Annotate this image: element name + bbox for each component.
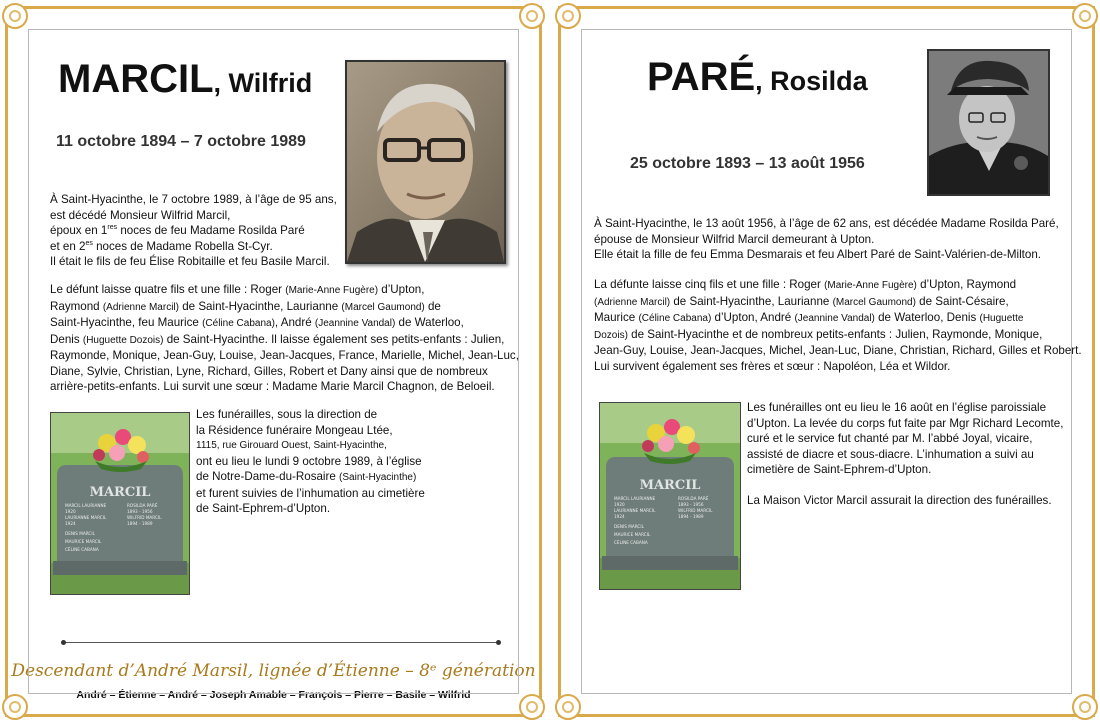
family-line: [50, 332, 530, 349]
family-line: [50, 299, 530, 316]
portrait-photo: [927, 49, 1050, 196]
inscription: MARCIL LAURIANNE: [65, 503, 107, 508]
inscription: ROSILDA PARÉ: [678, 496, 709, 501]
family-fragment: de Saint-Hyacinthe et de nombreux petits-enfants : Julien, Raymonde, Monique,: [627, 327, 1043, 341]
funeral-line: [196, 469, 526, 486]
family-fragment: de Saint-Hyacinthe, Laurianne: [670, 294, 833, 308]
funeral-line: ont eu lieu le lundi 9 octobre 1989, à l’église: [196, 454, 422, 468]
family-fragment: Raymond: [50, 299, 103, 313]
family-line: [594, 310, 1084, 327]
family-fragment: , André: [274, 316, 315, 329]
spouse-name: (Huguette Dozois): [82, 334, 164, 346]
inscription: WILFRID MARCIL: [127, 515, 162, 520]
inscription: WILFRID MARCIL: [678, 508, 713, 513]
inscription: 1924: [65, 521, 76, 526]
family-line: [594, 277, 1084, 294]
headstone-icon: [51, 413, 189, 594]
given-name: , Wilfrid: [213, 68, 313, 98]
bio-fragment: et en 2: [50, 239, 86, 253]
spouse-name: (Céline Cabana): [638, 313, 712, 324]
biography-text: [50, 192, 350, 270]
funeral-line: d’Upton. La levée du corps fut faite par Mgr Richard Lecomte,: [747, 416, 1064, 430]
bio-fragment: noces de Madame Robella St-Cyr.: [92, 239, 273, 253]
funeral-fragment: de Notre-Dame-du-Rosaire: [196, 470, 340, 483]
family-fragment: de Saint-Hyacinthe, Laurianne: [178, 299, 342, 313]
inscription: 1894 - 1989: [678, 514, 704, 519]
funeral-line: la Résidence funéraire Mongeau Ltée,: [196, 423, 393, 437]
spouse-name: (Marcel Gaumond): [341, 301, 425, 313]
funeral-line: et furent suivies de l’inhumation au cimetière: [196, 486, 425, 500]
inscription: 1924: [614, 514, 625, 519]
life-dates: 11 octobre 1894 – 7 octobre 1989: [56, 133, 306, 150]
family-line: [50, 282, 530, 299]
spouse-name: (Marie-Anne Fugère): [824, 280, 917, 291]
family-text: [594, 277, 1084, 374]
lineage-title: Descendant d’André Marsil, lignée d’Étienne – 8ᵉ génération: [11, 661, 536, 681]
portrait-photo: [345, 60, 506, 264]
family-fragment: Denis: [50, 332, 83, 346]
bio-line: Il était le fils de feu Élise Robitaille et feu Basile Marcil.: [50, 255, 330, 268]
family-fragment: Saint-Hyacinthe, feu Maurice: [50, 316, 203, 329]
bio-fragment: époux en 1: [50, 224, 108, 237]
funeral-fragment: (Saint-Hyacinthe): [339, 472, 417, 483]
spouse-name: (Adrienne Marcil): [102, 301, 179, 313]
inscription: DENIS MARCIL: [614, 524, 644, 529]
inscription: 1920: [65, 509, 76, 514]
ornament-corner-icon: [519, 694, 545, 720]
spouse-name: (Huguette: [979, 313, 1024, 324]
page-title: [647, 55, 868, 100]
inscription: 1893 - 1956: [678, 502, 704, 507]
headstone-name: MARCIL: [89, 485, 151, 500]
surname: PARÉ: [647, 55, 756, 99]
bio-superscript: es: [85, 239, 93, 247]
funeral-line: cimetière de Saint-Ephrem-d’Upton.: [747, 463, 932, 476]
ornament-corner-icon: [2, 3, 28, 29]
headstone-icon: [600, 403, 740, 589]
ornament-corner-icon: [2, 694, 28, 720]
headstone-name: MARCIL: [639, 478, 701, 493]
portrait-man-icon: [347, 62, 504, 262]
left-obituary-panel: [5, 6, 542, 717]
life-dates: 25 octobre 1893 – 13 août 1956: [630, 155, 865, 172]
spouse-name: Dozois): [594, 329, 628, 341]
family-line: [594, 294, 1084, 311]
inscription: MARCIL LAURIANNE: [614, 496, 656, 501]
bio-line: Elle était la fille de feu Emma Desmarais et feu Albert Paré de Saint-Valérien-de-Milton.: [594, 248, 1041, 261]
ornament-corner-icon: [555, 694, 581, 720]
inscription: DENIS MARCIL: [65, 531, 95, 536]
family-line: Diane, Sylvie, Christian, Lyne, Richard, Gilles, Robert et Dany ainsi que de nombreux: [50, 364, 488, 378]
inscription: CÉLINE CABANA: [65, 547, 99, 552]
inscription: MAURICE MARCIL: [65, 539, 102, 544]
family-line: arrière-petits-enfants. Lui survit une sœur : Madame Marie Marcil Chagnon, de Beloeil.: [50, 380, 495, 393]
family-fragment: de Saint-Hyacinthe. Il laisse également ses petits-enfants : Julien,: [163, 332, 505, 346]
funeral-text: [196, 407, 526, 517]
family-fragment: d’Upton,: [378, 283, 425, 296]
family-fragment: de Waterloo,: [395, 316, 464, 329]
family-line: [594, 327, 1084, 344]
biography-text: [594, 216, 1084, 263]
family-fragment: de Waterloo, Denis: [874, 311, 980, 324]
inscription: 1893 - 1956: [127, 509, 153, 514]
inscription: 1894 - 1989: [127, 521, 153, 526]
inscription: ROSILDA PARÉ: [127, 503, 158, 508]
funeral-line: de Saint-Ephrem-d’Upton.: [196, 502, 331, 515]
surname: MARCIL: [58, 57, 214, 101]
family-fragment: La défunte laisse cinq fils et une fille : Roger: [594, 278, 825, 291]
bio-superscript: res: [107, 224, 118, 232]
family-fragment: d’Upton, André: [711, 311, 795, 324]
spouse-name: (Adrienne Marcil): [594, 296, 671, 308]
funeral-line: Les funérailles ont eu lieu le 16 août en l’église paroissiale: [747, 401, 1047, 414]
spouse-name: (Marie-Anne Fugère): [285, 285, 379, 296]
family-line: Jean-Guy, Louise, Jean-Jacques, Michel, Jean-Luc, Diane, Christian, Richard, Gilles et Robert.: [594, 344, 1082, 357]
funeral-line: 1115, rue Girouard Ouest, Saint-Hyacinthe,: [196, 440, 387, 451]
funeral-line: Les funérailles, sous la direction de: [196, 408, 378, 421]
inscription: CÉLINE CABANA: [614, 540, 648, 545]
bio-line: est décédé Monsieur Wilfrid Marcil,: [50, 208, 231, 222]
funeral-line: assisté de diacre et sous-diacre. L’inhumation a suivi au: [747, 447, 1034, 461]
ornament-corner-icon: [519, 3, 545, 29]
funeral-line: La Maison Victor Marcil assurait la direction des funérailles.: [747, 494, 1052, 507]
family-line: Raymonde, Monique, Jean-Guy, Louise, Jean-Jacques, France, Marielle, Michel, Jean-Luc,: [50, 349, 519, 362]
bio-line: À Saint-Hyacinthe, le 7 octobre 1989, à l’âge de 95 ans,: [50, 193, 337, 206]
spouse-name: (Jeannine Vandal): [314, 318, 396, 329]
bio-line: À Saint-Hyacinthe, le 13 août 1956, à l’âge de 62 ans, est décédée Madame Rosilda Paré,: [594, 217, 1059, 230]
divider: [63, 642, 499, 643]
family-fragment: de Saint-Césaire,: [915, 294, 1009, 308]
funeral-text: [747, 400, 1077, 509]
inscription: MAURICE MARCIL: [614, 532, 651, 537]
family-text: [50, 282, 530, 395]
bio-line: [50, 223, 350, 239]
inscription: 1920: [614, 502, 625, 507]
family-fragment: Maurice: [594, 311, 639, 324]
family-line: [50, 315, 530, 332]
inscription: LAURIANNE MARCIL: [65, 515, 107, 520]
ornament-corner-icon: [1072, 694, 1098, 720]
ancestors-line: André – Étienne – André – Joseph Amable – François – Pierre – Basile – Wilfrid: [76, 689, 471, 701]
headstone-photo: [50, 412, 190, 595]
portrait-woman-icon: [929, 51, 1048, 194]
bio-line: [50, 239, 350, 255]
family-fragment: de: [424, 299, 441, 313]
page-title: [58, 57, 312, 102]
inscription: LAURIANNE MARCIL: [614, 508, 656, 513]
spouse-name: (Marcel Gaumond): [832, 296, 916, 308]
bio-line: épouse de Monsieur Wilfrid Marcil demeurant à Upton.: [594, 232, 875, 246]
spouse-name: (Jeannine Vandal): [794, 313, 875, 324]
family-line: Lui survivent également ses frères et sœur : Napoléon, Léa et Wildor.: [594, 359, 951, 373]
ornament-corner-icon: [555, 3, 581, 29]
headstone-photo: [599, 402, 741, 590]
ornament-corner-icon: [1072, 3, 1098, 29]
bio-fragment: noces de feu Madame Rosilda Paré: [117, 224, 305, 237]
family-fragment: d’Upton, Raymond: [916, 278, 1017, 291]
given-name: , Rosilda: [755, 66, 868, 96]
funeral-line: curé et le service fut chanté par M. l’abbé Joyal, vicaire,: [747, 432, 1033, 445]
spouse-name: (Céline Cabana): [202, 318, 275, 329]
family-fragment: Le défunt laisse quatre fils et une fille : Roger: [50, 283, 286, 296]
right-obituary-panel: [558, 6, 1095, 717]
